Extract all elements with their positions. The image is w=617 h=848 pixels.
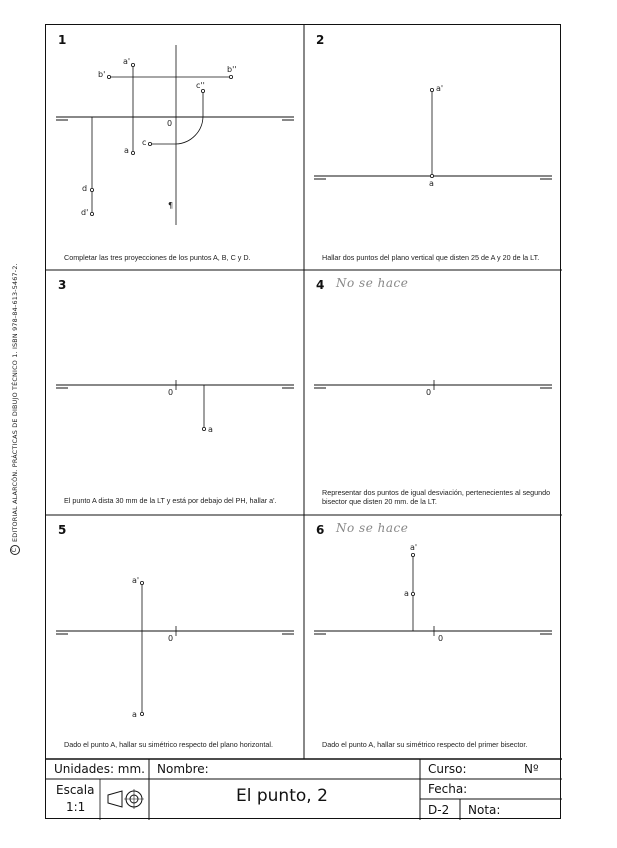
exercise-number: 2 [316,33,325,47]
exercise-4-drawing [304,270,562,515]
label-a: a [429,179,434,188]
exercise-number: 3 [58,278,67,292]
exercise-6-drawing [304,515,562,759]
label-c-dprime: c'' [196,81,205,90]
exercise-caption: Completar las tres proyecciones de los puntos A, B, C y D. [64,253,251,262]
exercise-number: 6 [316,523,325,537]
label-origin: 0 [168,634,174,643]
units-label: Unidades: mm. [54,762,145,776]
exercise-1 [46,25,304,270]
scale-label: Escala [56,783,95,797]
course-label: Curso: [428,762,467,776]
date-label: Fecha: [428,782,468,796]
exercise-6 [304,515,562,759]
side-publisher-text [10,263,20,555]
label-a: a [132,710,137,719]
label-origin: 0 [167,119,173,128]
label-d-prime: d' [81,208,89,217]
exercise-caption: El punto A dista 30 mm de la LT y está por debajo del PH, hallar a'. [64,496,277,505]
exercise-caption: Dado el punto A, hallar su simétrico respecto del plano horizontal. [64,740,273,749]
exercise-1-drawing [46,25,304,270]
label-a-prime: a' [410,543,418,552]
label-profile: ¶ [168,201,174,210]
exercise-5-drawing [46,515,304,759]
label-b-prime: b' [98,70,106,79]
sheet-title: El punto, 2 [236,786,328,806]
exercise-number: 1 [58,33,67,47]
side-text: EDITORIAL ALARCÓN. PRÁCTICAS DE DIBUJO TÉCNICO 1. ISBN 978-84-613-5467-2. [11,263,19,542]
title-block [46,759,562,820]
grade-label: Nota: [468,803,501,817]
projection-symbol-icon [102,785,152,815]
scale-value: 1:1 [66,800,86,814]
exercise-4 [304,270,562,515]
label-a-prime: a' [123,57,131,66]
label-a: a [404,589,409,598]
exercise-number: 5 [58,523,67,537]
label-origin: 0 [168,388,174,397]
exercise-caption: Dado el punto A, hallar su simétrico respecto del primer bisector. [322,740,528,749]
exercise-3 [46,270,304,515]
label-a-prime: a' [132,576,140,585]
label-d: d [82,184,88,193]
exercise-caption: Hallar dos puntos del plano vertical que disten 25 de A y 20 de la LT. [322,253,540,262]
exercise-5 [46,515,304,759]
label-b-dprime: b'' [227,65,237,74]
label-a-prime: a' [436,84,444,93]
handwritten-note: No se hace [336,521,409,535]
exercise-2-drawing [304,25,562,270]
label-origin: 0 [438,634,444,643]
exercise-3-drawing [46,270,304,515]
handwritten-note: No se hace [336,276,409,290]
label-c: c [142,138,147,147]
label-a: a [208,425,213,434]
copyright-icon: C [10,545,20,555]
exercise-caption: Representar dos puntos de igual desviación, pertenecientes al segundo bisector que disten 20 mm. de la LT. [322,488,551,506]
label-origin: 0 [426,388,432,397]
name-label: Nombre: [157,762,209,776]
number-label: Nº [524,762,539,776]
label-a: a [124,146,129,155]
drawing-sheet [45,24,561,819]
sheet-code: D-2 [428,803,450,817]
exercise-2 [304,25,562,270]
exercise-number: 4 [316,278,325,292]
